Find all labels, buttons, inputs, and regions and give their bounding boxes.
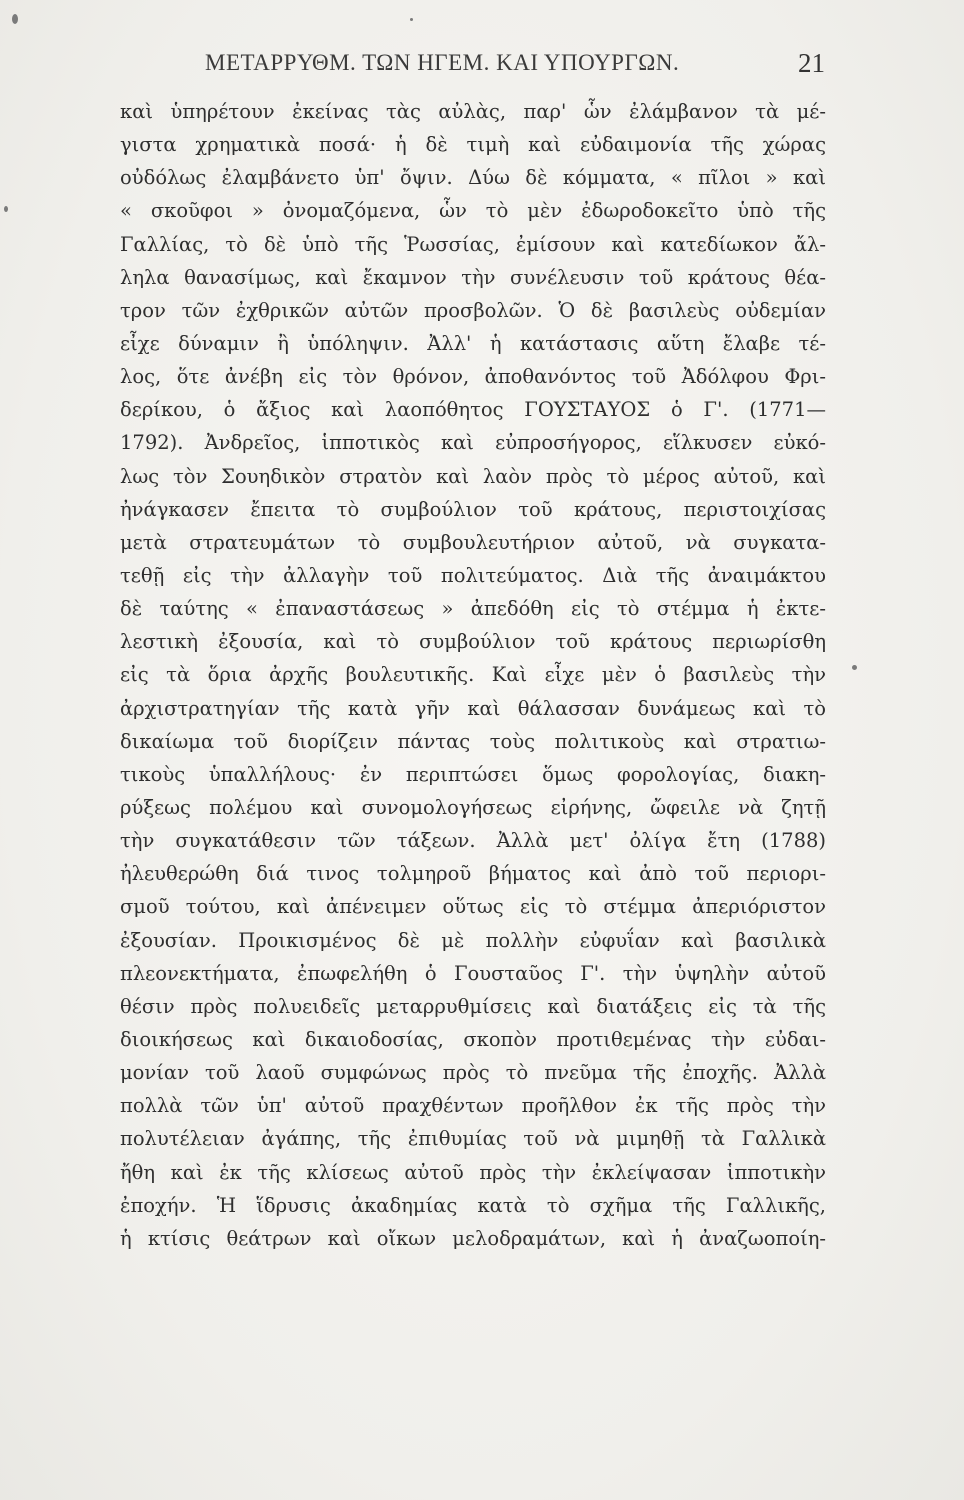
text-line: ἤθη καὶ ἐκ τῆς κλίσεως αὐτοῦ πρὸς τὴν ἐκλείψασαν ἱπποτικὴν [120,1160,826,1184]
paper-speck [4,206,8,212]
text-line: λως τὸν Σουηδικὸν στρατὸν καὶ λαὸν πρὸς τὸ μέρος αὐτοῦ, καὶ [120,464,826,488]
text-line: διοικήσεως καὶ δικαιοδοσίας, σκοπὸν προτιθεμένας τὴν εὐδαι- [120,1027,826,1051]
text-line: δερίκου, ὁ ἄξιος καὶ λαοπόθητος ΓΟΥΣΤΑΥΟΣ ὁ Γ'. (1771— [120,398,826,422]
text-line: ρύξεως πολέμου καὶ συνομολογήσεως εἰρήνης, ὤφειλε νὰ ζητῇ [120,795,826,819]
body-text [120,95,826,1255]
text-line: θέσιν πρὸς πολυειδεῖς μεταρρυθμίσεις καὶ διατάξεις εἰς τὰ τῆς [120,994,826,1018]
page-header [205,50,825,90]
text-line: « σκοῦφοι » ὀνομαζόμενα, ὧν τὸ μὲν ἐδωροδοκεῖτο ὑπὸ τῆς [120,199,826,223]
text-line: δικαίωμα τοῦ διορίζειν πάντας τοὺς πολιτικοὺς καὶ στρατιω- [120,729,826,753]
text-line: τρον τῶν ἐχθρικῶν αὐτῶν προσβολῶν. Ὁ δὲ βασιλεὺς οὐδεμίαν [120,298,826,322]
text-line: τὴν συγκατάθεσιν τῶν τάξεων. Ἀλλὰ μετ' ὀλίγα ἔτη (1788) [120,829,826,853]
text-line: πολυτέλειαν ἀγάπης, τῆς ἐπιθυμίας τοῦ νὰ μιμηθῇ τὰ Γαλλικὰ [120,1127,826,1151]
text-line: μονίαν τοῦ λαοῦ συμφώνως πρὸς τὸ πνεῦμα τῆς ἐποχῆς. Ἀλλὰ [120,1061,826,1085]
text-line: λεστικὴ ἐξουσία, καὶ τὸ συμβούλιον τοῦ κράτους περιωρίσθη [120,630,826,654]
text-line: ἀρχιστρατηγίαν τῆς κατὰ γῆν καὶ θάλασσαν δυνάμεως καὶ τὸ [120,696,826,720]
text-line: τικοὺς ὑπαλλήλους· ἐν περιπτώσει ὅμως φορολογίας, διακη- [120,762,826,786]
text-line: ἡ κτίσις θεάτρων καὶ οἴκων μελοδραμάτων, καὶ ἡ ἀναζωοποίη- [120,1226,826,1250]
text-line: πολλὰ τῶν ὑπ' αὐτοῦ πραχθέντων προῆλθον ἐκ τῆς πρὸς τὴν [120,1094,826,1118]
text-line: μετὰ στρατευμάτων τὸ συμβουλευτήριον αὐτοῦ, νὰ συγκατα- [120,530,826,554]
text-line: ἐξουσίαν. Προικισμένος δὲ μὲ πολλὴν εὐφυΐαν καὶ βασιλικὰ [120,928,826,952]
text-line: ληλα θανασίμως, καὶ ἔκαμνον τὴν συνέλευσιν τοῦ κράτους θέα- [120,265,826,289]
paper-speck [12,14,18,24]
paper-speck [852,665,857,670]
text-line: οὐδόλως ἐλαμβάνετο ὑπ' ὄψιν. Δύω δὲ κόμματα, « πῖλοι » καὶ [120,166,826,190]
text-line: πλεονεκτήματα, ἐπωφελήθη ὁ Γουσταῦος Γ'. τὴν ὑψηλὴν αὐτοῦ [120,961,826,985]
text-line: εἶχε δύναμιν ἢ ὑπόληψιν. Ἀλλ' ἡ κατάστασις αὕτη ἔλαβε τέ- [120,331,826,355]
text-line: σμοῦ τούτου, καὶ ἀπένειμεν οὕτως εἰς τὸ στέμμα ἀπεριόριστον [120,895,826,919]
text-line: ἐποχήν. Ἡ ἵδρυσις ἀκαδημίας κατὰ τὸ σχῆμα τῆς Γαλλικῆς, [120,1193,826,1217]
text-line: λος, ὅτε ἀνέβη εἰς τὸν θρόνον, ἀποθανόντος τοῦ Ἀδόλφου Φρι- [120,365,826,389]
running-title: ΜΕΤΑΡΡΥΘΜ. ΤΩΝ ΗΓΕΜ. ΚΑΙ ΥΠΟΥΡΓΩΝ. [205,50,680,75]
text-line: γιστα χρηματικὰ ποσά· ἡ δὲ τιμὴ καὶ εὐδαιμονία τῆς χώρας [120,133,826,157]
text-line: καὶ ὑπηρέτουν ἐκείνας τὰς αὐλὰς, παρ' ὧν ἐλάμβανον τὰ μέ- [120,100,826,123]
text-line: 1792). Ἀνδρεῖος, ἱπποτικὸς καὶ εὐπροσήγορος, εἵλκυσεν εὐκό- [120,431,826,455]
text-line: δὲ ταύτης « ἐπαναστάσεως » ἀπεδόθη εἰς τὸ στέμμα ἡ ἐκτε- [120,597,826,621]
page-number: 21 [798,48,825,78]
paper-speck [410,18,413,21]
text-line: εἰς τὰ ὅρια ἀρχῆς βουλευτικῆς. Καὶ εἶχε μὲν ὁ βασιλεὺς τὴν [120,663,826,687]
text-line: Γαλλίας, τὸ δὲ ὑπὸ τῆς Ῥωσσίας, ἐμίσουν καὶ κατεδίωκον ἄλ- [120,232,826,256]
text-line: ἠλευθερώθη διά τινος τολμηροῦ βήματος καὶ ἀπὸ τοῦ περιορι- [120,862,826,886]
text-line: ἠνάγκασεν ἔπειτα τὸ συμβούλιον τοῦ κράτους, περιστοιχίσας [120,497,826,521]
text-line: τεθῇ εἰς τὴν ἀλλαγὴν τοῦ πολιτεύματος. Διὰ τῆς ἀναιμάκτου [120,563,826,587]
